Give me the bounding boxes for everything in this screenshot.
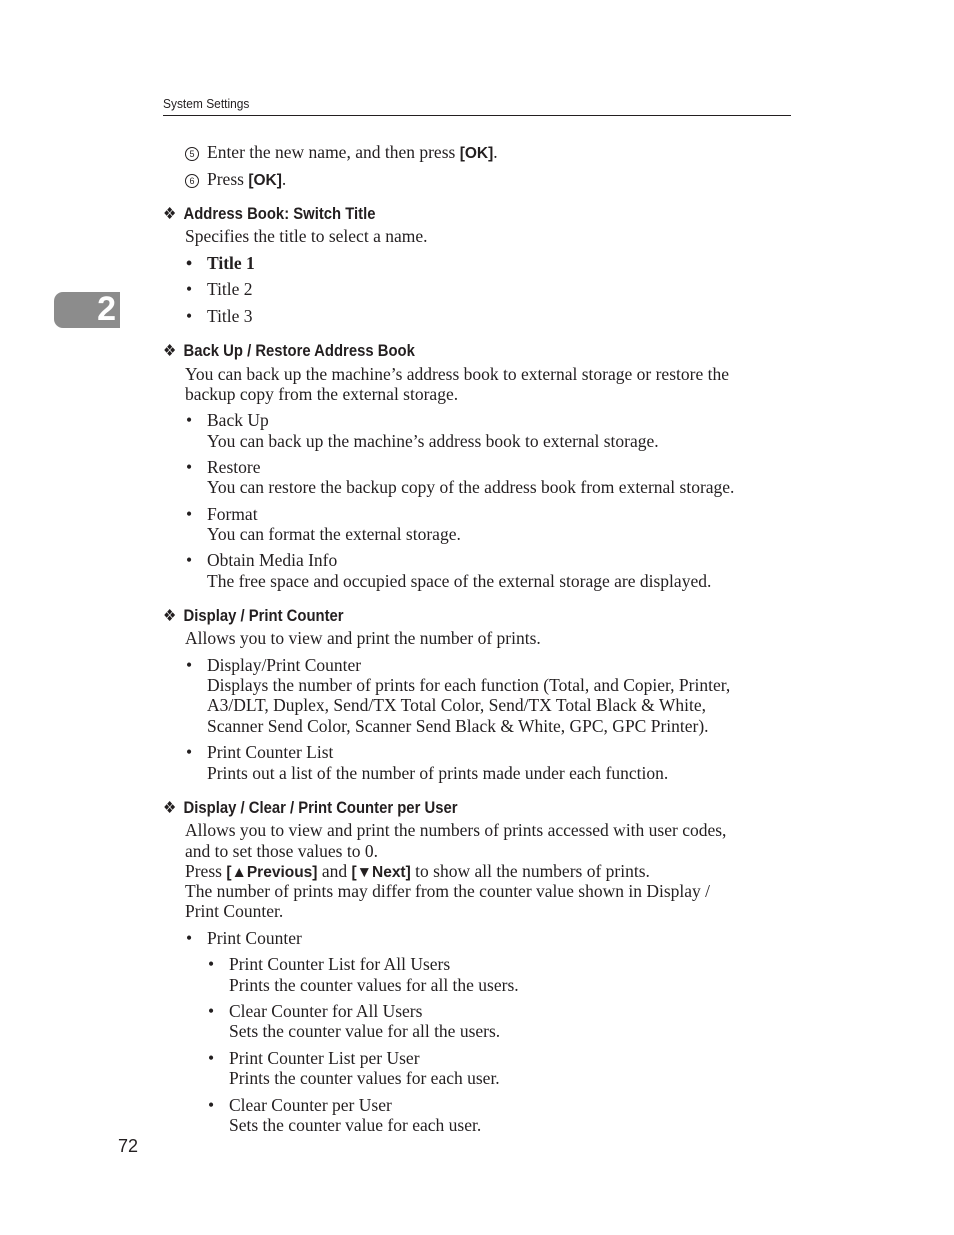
press-text-and: and [317,861,352,881]
page-number: 72 [118,1136,139,1156]
press-instruction [185,861,650,883]
press-text: Press [185,861,227,881]
list-item-desc: You can back up the machine’s address book to external storage. [207,431,659,451]
diamond-icon: ❖ [163,342,177,360]
sub-list-item-title: • Print Counter List for All Users [229,954,450,974]
step-number: 6 [185,174,199,188]
section-description: backup copy from the external storage. [185,384,459,404]
list-item-title: • Format [207,504,258,524]
list-item-desc: Displays the number of prints for each function (Total, and Copier, Printer, [207,675,731,695]
section-description: Allows you to view and print the numbers of prints accessed with user codes, [185,820,727,840]
chapter-tab [54,292,120,328]
list-item-desc: You can restore the backup copy of the address book from external storage. [207,477,735,497]
step-text-end: . [281,169,287,189]
sub-list-item-desc: Prints the counter values for each user. [229,1068,500,1088]
step-number: 5 [185,147,199,161]
list-item-desc: You can format the external storage. [207,524,461,544]
list-item-title: • Display/Print Counter [207,655,361,675]
list-item: • Title 2 [207,279,253,299]
list-item-desc: A3/DLT, Duplex, Send/TX Total Color, Send/TX Total Black & White, [207,695,706,715]
list-item: • Title 3 [207,306,253,326]
list-item-title: • Restore [207,457,260,477]
section-description: Specifies the title to select a name. [185,226,428,246]
list-item-title: • Print Counter [207,928,302,948]
section-heading-backup [163,341,415,361]
sub-list-item-title: • Clear Counter per User [229,1095,392,1115]
diamond-icon: ❖ [163,607,177,625]
heading-text: Address Book: Switch Title [183,205,376,223]
step-text: Press [207,169,249,189]
previous-key-label: [▲Previous] [226,864,318,881]
section-description: You can back up the machine’s address book to external storage or restore the [185,364,729,384]
list-item-title: • Obtain Media Info [207,550,337,570]
step-5 [185,142,498,164]
ok-key-label: [OK] [248,172,282,189]
heading-text: Back Up / Restore Address Book [183,342,415,360]
sub-list-item-desc: Sets the counter value for each user. [229,1115,482,1135]
step-text: Enter the new name, and then press [207,142,460,162]
list-item-desc: Scanner Send Color, Scanner Send Black & White, GPC, GPC Printer). [207,716,709,736]
list-item-desc: The free space and occupied space of the external storage are displayed. [207,571,712,591]
list-item: • Title 1 [207,253,255,273]
step-text-end: . [493,142,498,162]
ok-key-label: [OK] [459,145,494,162]
chapter-number: 2 [97,290,116,328]
section-heading-per-user [163,798,457,818]
section-heading-switch-title [163,204,376,224]
heading-text: Display / Print Counter [183,607,344,625]
header-rule [163,115,791,116]
sub-list-item-title: • Print Counter List per User [229,1048,420,1068]
diamond-icon: ❖ [163,205,177,223]
section-note: The number of prints may differ from the counter value shown in Display / [185,881,711,901]
list-item-desc: Prints out a list of the number of prints made under each function. [207,763,669,783]
section-description: and to set those values to 0. [185,841,378,861]
list-item-title: • Back Up [207,410,269,430]
sub-list-item-desc: Sets the counter value for all the users. [229,1021,501,1041]
section-heading-print-counter [163,606,344,626]
section-note: Print Counter. [185,901,284,921]
next-key-label: [▼Next] [351,864,411,881]
heading-text: Display / Clear / Print Counter per User [183,799,458,817]
diamond-icon: ❖ [163,799,177,817]
sub-list-item-desc: Prints the counter values for all the users. [229,975,519,995]
list-item-title: • Print Counter List [207,742,333,762]
step-6 [185,169,286,191]
press-text-end: to show all the numbers of prints. [410,861,650,881]
running-header: System Settings [163,96,250,111]
sub-list-item-title: • Clear Counter for All Users [229,1001,422,1021]
section-description: Allows you to view and print the number of prints. [185,628,541,648]
